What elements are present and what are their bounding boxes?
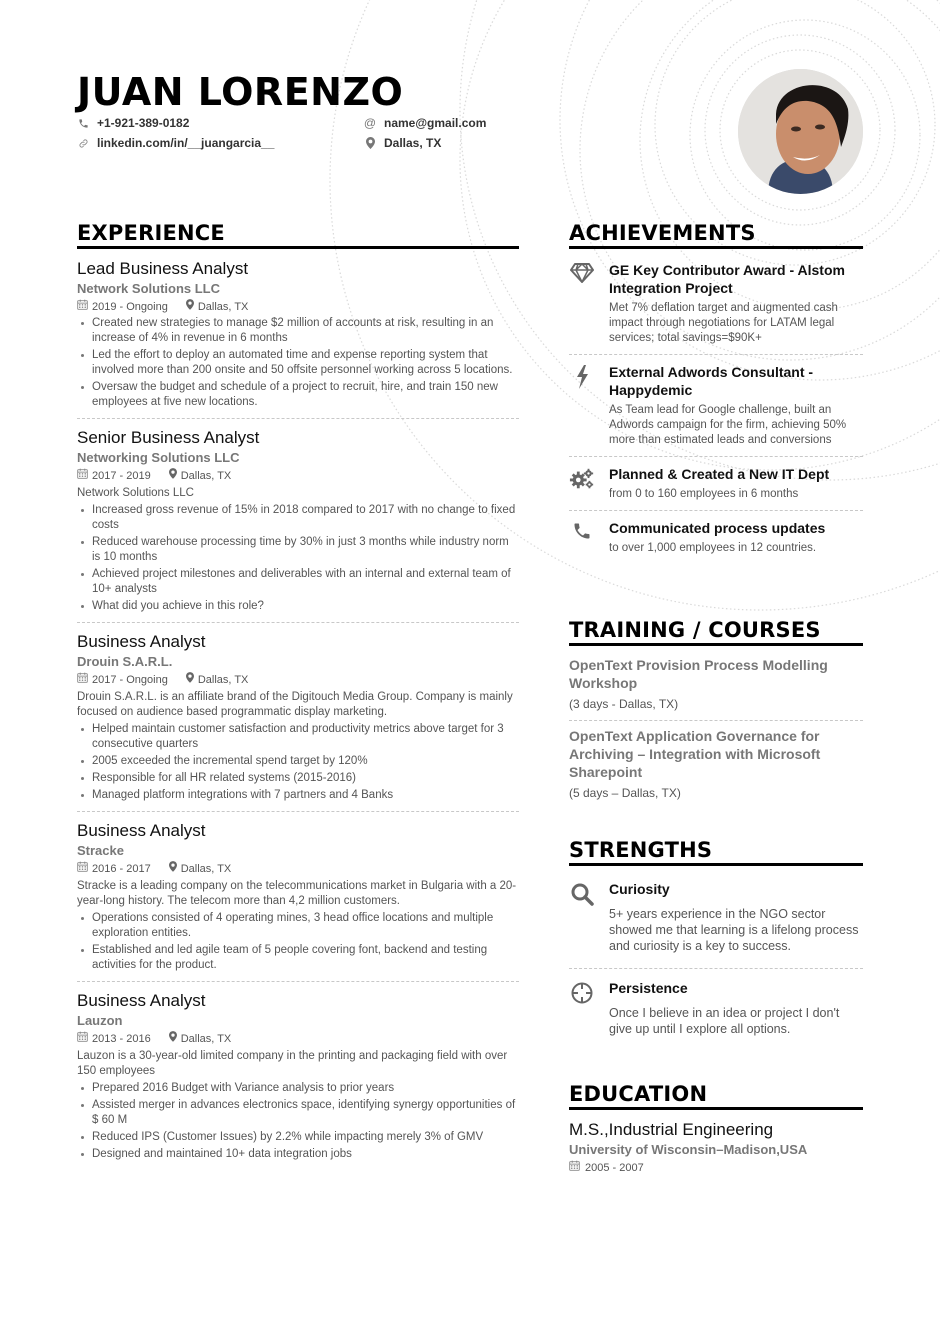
achievement-item bbox=[569, 511, 863, 564]
calendar-icon bbox=[77, 1030, 88, 1048]
job-entry bbox=[77, 631, 519, 812]
job-dates: 2017 - 2019 bbox=[92, 470, 151, 482]
job-dates-item bbox=[77, 298, 168, 316]
achievement-body bbox=[609, 519, 825, 556]
job-description: Network Solutions LLC bbox=[77, 487, 194, 499]
job-location-item bbox=[169, 860, 232, 878]
job-title: Business Analyst bbox=[77, 991, 206, 1010]
strength-body bbox=[609, 880, 863, 954]
job-location-item bbox=[186, 671, 249, 689]
strength-description: 5+ years experience in the NGO sector showed me that learning is a lifelong process and curiosity is a key to success. bbox=[609, 907, 859, 953]
job-meta bbox=[77, 467, 519, 485]
achievement-body bbox=[609, 465, 829, 502]
job-location: Dallas, TX bbox=[180, 470, 232, 482]
education-heading: EDUCATION bbox=[569, 1082, 708, 1106]
education-degree: M.S.,Industrial Engineering bbox=[569, 1120, 774, 1139]
job-company: Networking Solutions LLC bbox=[77, 450, 240, 465]
candidate-name: JUAN LORENZO bbox=[77, 70, 404, 114]
job-location: Dallas, TX bbox=[180, 863, 232, 875]
job-dates: 2019 - Ongoing bbox=[92, 301, 168, 313]
job-bullet: Reduced IPS (Customer Issues) by 2.2% while impacting merely 3% of GMV bbox=[77, 1130, 519, 1145]
lightning-icon bbox=[569, 363, 595, 448]
training-list bbox=[569, 650, 863, 809]
job-bullets bbox=[77, 1081, 519, 1162]
job-description: Drouin S.A.R.L. is an affiliate brand of the Digitouch Media Group. Company is mainly focused on audience based programmatic display marketing. bbox=[77, 691, 513, 718]
map-pin-icon bbox=[186, 671, 194, 689]
job-bullet: Led the effort to deploy an automated time and expense reporting system that involved more than 200 onsite and 50 offsite personnel working across 5 locations. bbox=[77, 348, 519, 378]
job-description: Stracke is a leading company on the telecommunications market in Bulgaria with a 20-year-long history. The telecom more than 4,2 million customers. bbox=[77, 880, 517, 907]
course-title: OpenText Provision Process Modelling Workshop bbox=[569, 657, 828, 691]
phone-icon bbox=[569, 519, 595, 556]
education-rule bbox=[569, 1107, 863, 1110]
achievements-rule bbox=[569, 246, 863, 249]
job-bullet: Responsible for all HR related systems (2015-2016) bbox=[77, 771, 519, 786]
at-icon: @ bbox=[363, 116, 377, 130]
job-location-item bbox=[169, 467, 232, 485]
achievement-description: As Team lead for Google challenge, built an Adwords campaign for the firm, achieving 50% more than estimated leads and conversions bbox=[609, 404, 847, 446]
achievement-item bbox=[569, 457, 863, 511]
course-item bbox=[569, 650, 863, 721]
crosshair-icon bbox=[569, 979, 595, 1037]
linkedin-url[interactable]: linkedin.com/in/__juangarcia__ bbox=[97, 136, 275, 150]
job-title: Lead Business Analyst bbox=[77, 259, 249, 278]
job-location-item bbox=[169, 1030, 232, 1048]
search-icon bbox=[569, 880, 595, 954]
calendar-icon bbox=[569, 1159, 580, 1177]
course-item bbox=[569, 721, 863, 809]
profile-photo bbox=[738, 69, 863, 194]
calendar-icon bbox=[77, 467, 88, 485]
map-pin-icon bbox=[169, 467, 177, 485]
job-meta bbox=[77, 1030, 519, 1048]
map-pin-icon bbox=[364, 137, 376, 149]
achievement-item bbox=[569, 253, 863, 355]
course-meta: (5 days – Dallas, TX) bbox=[569, 786, 681, 800]
strength-description: Once I believe in an idea or project I don't give up until I explore all options. bbox=[609, 1006, 840, 1036]
education-entry bbox=[569, 1119, 863, 1177]
job-location: Dallas, TX bbox=[197, 301, 249, 313]
map-pin-icon bbox=[169, 1030, 177, 1048]
job-company: Lauzon bbox=[77, 1013, 123, 1028]
education-dates: 2005 - 2007 bbox=[585, 1162, 644, 1174]
contact-location bbox=[364, 136, 441, 150]
gears-icon bbox=[569, 465, 595, 502]
job-entry bbox=[77, 427, 519, 623]
strength-item bbox=[569, 870, 863, 969]
strength-body bbox=[609, 979, 863, 1037]
job-bullets bbox=[77, 722, 519, 803]
job-title: Business Analyst bbox=[77, 821, 206, 840]
training-rule bbox=[569, 643, 863, 646]
job-company: Network Solutions LLC bbox=[77, 281, 220, 296]
job-bullet: Reduced warehouse processing time by 30% in just 3 months while industry norm is 10 months bbox=[77, 535, 519, 565]
job-title: Business Analyst bbox=[77, 632, 206, 651]
job-bullet: Increased gross revenue of 15% in 2018 compared to 2017 with no change to fixed costs bbox=[77, 503, 519, 533]
achievement-title: GE Key Contributor Award - Alstom Integration Project bbox=[609, 262, 845, 296]
experience-list bbox=[77, 258, 519, 1178]
job-company: Drouin S.A.R.L. bbox=[77, 654, 173, 669]
achievement-title: External Adwords Consultant - Happydemic bbox=[609, 364, 814, 398]
phone-icon bbox=[77, 117, 89, 129]
strength-title: Persistence bbox=[609, 980, 688, 996]
job-bullet: Established and led agile team of 5 people covering font, backend and testing activities for the product. bbox=[77, 943, 519, 973]
job-dates-item bbox=[77, 467, 151, 485]
achievement-description: to over 1,000 employees in 12 countries. bbox=[609, 542, 817, 554]
job-bullet: Assisted merger in advances electronics space, identifying synergy opportunities of $ 60 M bbox=[77, 1098, 519, 1128]
education-dates-row bbox=[569, 1159, 863, 1177]
education-school: University of Wisconsin–Madison,USA bbox=[569, 1142, 808, 1157]
job-entry bbox=[77, 820, 519, 982]
strengths-heading: STRENGTHS bbox=[569, 838, 713, 862]
job-bullets bbox=[77, 911, 519, 973]
achievement-body bbox=[609, 363, 863, 448]
job-bullet: Achieved project milestones and deliverables with an internal and external team of 10+ analysts bbox=[77, 567, 519, 597]
strengths-list bbox=[569, 870, 863, 1051]
job-location: Dallas, TX bbox=[180, 1033, 232, 1045]
job-dates: 2016 - 2017 bbox=[92, 863, 151, 875]
location-text: Dallas, TX bbox=[384, 136, 442, 150]
job-meta bbox=[77, 860, 519, 878]
phone-number: +1-921-389-0182 bbox=[97, 116, 190, 130]
job-bullet: 2005 exceeded the incremental spend target by 120% bbox=[77, 754, 519, 769]
experience-heading: EXPERIENCE bbox=[77, 221, 225, 245]
achievement-title: Planned & Created a New IT Dept bbox=[609, 466, 830, 482]
job-description: Lauzon is a 30-year-old limited company in the printing and packaging field with over 150 employees bbox=[77, 1050, 508, 1077]
job-meta bbox=[77, 671, 519, 689]
diamond-icon bbox=[569, 261, 595, 346]
job-dates-item bbox=[77, 860, 151, 878]
job-bullet: Oversaw the budget and schedule of a project to recruit, hire, and train 150 new employees at five new locations. bbox=[77, 380, 519, 410]
strength-item bbox=[569, 969, 863, 1051]
achievements-heading: ACHIEVEMENTS bbox=[569, 221, 756, 245]
experience-rule bbox=[77, 246, 519, 249]
job-meta bbox=[77, 298, 519, 316]
contact-linkedin[interactable] bbox=[77, 136, 274, 150]
strengths-rule bbox=[569, 863, 863, 866]
job-entry bbox=[77, 990, 519, 1170]
course-meta: (3 days - Dallas, TX) bbox=[569, 697, 679, 711]
training-heading: TRAINING / COURSES bbox=[569, 618, 821, 642]
job-company: Stracke bbox=[77, 843, 124, 858]
job-bullet: Operations consisted of 4 operating mines, 3 head office locations and multiple exploration entities. bbox=[77, 911, 519, 941]
job-dates-item bbox=[77, 1030, 151, 1048]
achievement-description: from 0 to 160 employees in 6 months bbox=[609, 488, 799, 500]
calendar-icon bbox=[77, 298, 88, 316]
job-location-item bbox=[186, 298, 249, 316]
contact-phone bbox=[77, 116, 189, 130]
course-title: OpenText Application Governance for Archiving – Integration with Microsoft Sharepoint bbox=[569, 728, 821, 780]
achievement-body bbox=[609, 261, 863, 346]
link-icon bbox=[77, 137, 89, 149]
achievement-description: Met 7% deflation target and augmented cash impact through negotiations for LATAM legal services; total savings=$90K+ bbox=[609, 302, 838, 344]
job-entry bbox=[77, 258, 519, 419]
contact-email[interactable] bbox=[364, 116, 486, 130]
calendar-icon bbox=[77, 860, 88, 878]
job-dates: 2013 - 2016 bbox=[92, 1033, 151, 1045]
achievement-item bbox=[569, 355, 863, 457]
achievement-title: Communicated process updates bbox=[609, 520, 826, 536]
job-bullet: Created new strategies to manage $2 million of accounts at risk, resulting in an increase of 4% in revenue in 6 months bbox=[77, 316, 519, 346]
job-location: Dallas, TX bbox=[197, 674, 249, 686]
strength-title: Curiosity bbox=[609, 881, 670, 897]
job-bullet: Managed platform integrations with 7 partners and 4 Banks bbox=[77, 788, 519, 803]
job-dates: 2017 - Ongoing bbox=[92, 674, 168, 686]
calendar-icon bbox=[77, 671, 88, 689]
job-title: Senior Business Analyst bbox=[77, 428, 260, 447]
job-dates-item bbox=[77, 671, 168, 689]
map-pin-icon bbox=[186, 298, 194, 316]
job-bullet: Designed and maintained 10+ data integration jobs bbox=[77, 1147, 519, 1162]
job-bullets bbox=[77, 316, 519, 410]
job-bullets bbox=[77, 503, 519, 614]
job-bullet: What did you achieve in this role? bbox=[77, 599, 519, 614]
job-bullet: Helped maintain customer satisfaction and productivity metrics above target for 3 consecutive quarters bbox=[77, 722, 519, 752]
job-bullet: Prepared 2016 Budget with Variance analysis to prior years bbox=[77, 1081, 519, 1096]
achievements-list bbox=[569, 253, 863, 564]
map-pin-icon bbox=[169, 860, 177, 878]
email-address[interactable]: name@gmail.com bbox=[384, 116, 487, 130]
